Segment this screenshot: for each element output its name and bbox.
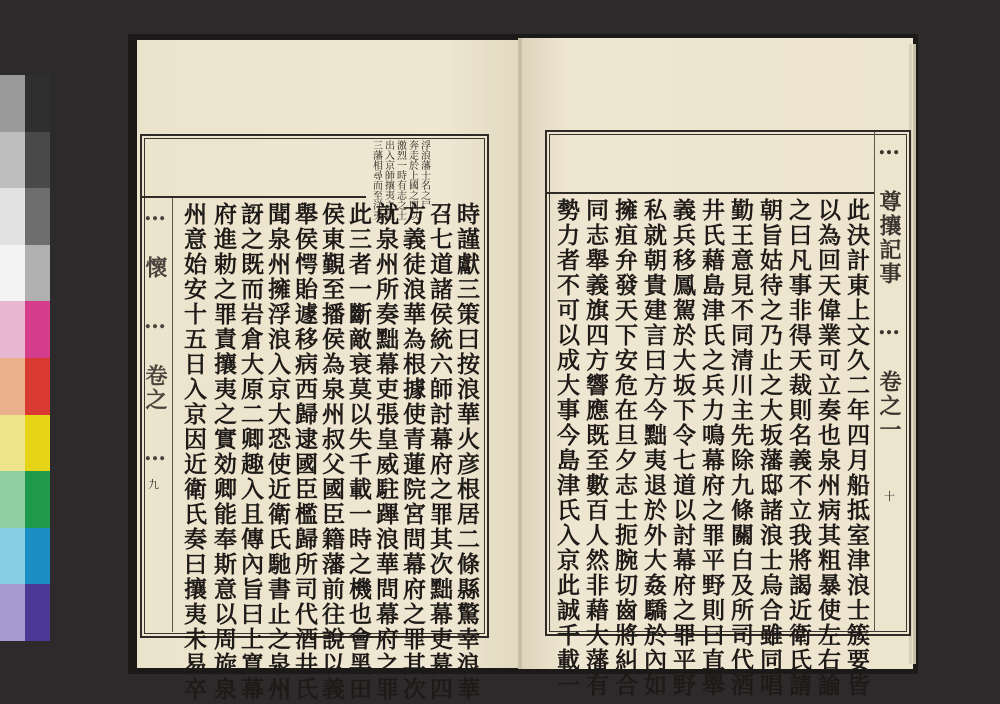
text-column: 訝之既而岩倉大原二卿趣入且傳內旨曰上寬幕	[237, 202, 264, 702]
text-column: 義兵移鳳駕於大坂下令七道以討幕府之罪平野	[669, 198, 696, 698]
text-column: 擁疽弁發天下安危在旦夕志士扼腕切齒將糾合	[611, 198, 638, 698]
color-swatch	[25, 415, 50, 472]
color-strip-row	[0, 471, 50, 528]
text-column: 就泉州所奏黜幕吏張皇威駐蹕浪華問幕府之罪	[372, 202, 399, 702]
color-strip-row	[0, 245, 50, 302]
color-swatch	[25, 301, 50, 358]
left-page-number: 九	[148, 478, 159, 491]
text-column: 方義徒浪華為根據使青蓮院宮問幕府之罪其次	[399, 202, 426, 702]
text-column: 聞泉州擁浮浪入京大恐使近衛氏馳書止之泉州	[264, 202, 291, 702]
color-strip-row	[0, 528, 50, 585]
color-swatch	[25, 584, 50, 641]
text-column: 勤王意見不同清川主先除九條關白及所司代酒	[727, 198, 754, 698]
color-swatch	[0, 75, 25, 132]
text-column: 井氏藉島津氏之兵力鳴幕府之罪平野則曰直舉	[698, 198, 725, 698]
color-swatch	[25, 245, 50, 302]
note-column: 激烈一時有志之士	[394, 140, 406, 220]
color-swatch	[0, 415, 25, 472]
note-column: 浮浪藩士名之尸	[418, 140, 430, 210]
color-swatch	[0, 358, 25, 415]
color-calibration-strip	[0, 75, 50, 641]
color-swatch	[25, 132, 50, 189]
text-column: 同志舉義旗四方響應既至數百人然非藉大藩有	[582, 198, 609, 698]
note-column: 三藩相尋而至洋夷	[370, 140, 382, 220]
left-title-column: … 懷 … 卷之 …	[142, 200, 168, 468]
book-gutter	[518, 38, 522, 669]
column-rule	[172, 198, 173, 632]
text-column: 朝旨姑待之乃止之大坂藩邸諸浪士烏合雖同唱	[756, 198, 783, 698]
color-swatch	[0, 471, 25, 528]
color-swatch	[0, 132, 25, 189]
color-swatch	[25, 75, 50, 132]
note-column: 出入京師攘夷之議	[382, 140, 394, 220]
color-strip-row	[0, 415, 50, 472]
text-column: 侯東覲至播侯為泉州叔父國臣籍藩前往說以義	[318, 202, 345, 702]
text-column: 此決計東上文久二年四月船抵室津浪士簇要皆	[843, 198, 870, 698]
color-swatch	[25, 188, 50, 245]
text-column: 勢力者不可以成大事今島津氏入京此誠千載一	[553, 198, 580, 698]
color-strip-row	[0, 358, 50, 415]
text-column: 私就朝貴建言曰方今黜夷退於外大姦驕於內如	[640, 198, 667, 698]
note-column: 奔走於上國之間以	[406, 140, 418, 220]
right-header-rule	[545, 192, 875, 194]
color-swatch	[25, 528, 50, 585]
right-title-column: … 尊攘記事 … 卷之一	[876, 134, 902, 442]
left-header-rule	[140, 196, 366, 198]
column-rule	[874, 132, 875, 632]
text-column: 時謹獻三策曰按浪華火彦根居二條縣驚幸浪華	[453, 202, 480, 702]
color-swatch	[0, 301, 25, 358]
color-swatch	[0, 528, 25, 585]
text-column: 以為回天偉業可立奏也泉州病其粗暴使左右諭	[814, 198, 841, 698]
text-column: 之曰凡事非得天裁則名義不立我將謁近衛氏請	[785, 198, 812, 698]
page-edge	[913, 44, 916, 664]
color-swatch	[0, 245, 25, 302]
color-swatch	[25, 471, 50, 528]
text-column: 府進勅之罪責攘夷之實効卿能奉斯意以周旋泉	[210, 202, 237, 702]
color-strip-row	[0, 584, 50, 641]
color-swatch	[0, 188, 25, 245]
color-strip-row	[0, 301, 50, 358]
right-page-number: 十	[884, 490, 895, 503]
text-column: 舉侯愕貽遽移病西歸逮國臣檻歸所司代酒井氏	[291, 202, 318, 702]
color-strip-row	[0, 132, 50, 189]
color-strip-row	[0, 188, 50, 245]
text-column: 州意始安十五日入京因近衛氏奏曰攘夷未易卒	[180, 202, 207, 702]
text-column: 召七道諸侯統六師討幕府之罪其次黜幕吏募四	[426, 202, 453, 702]
color-swatch	[25, 358, 50, 415]
color-swatch	[0, 584, 25, 641]
text-column: 此三者一斷敵衰莫以失千載一時之機也會黑田	[345, 202, 372, 702]
color-strip-row	[0, 75, 50, 132]
